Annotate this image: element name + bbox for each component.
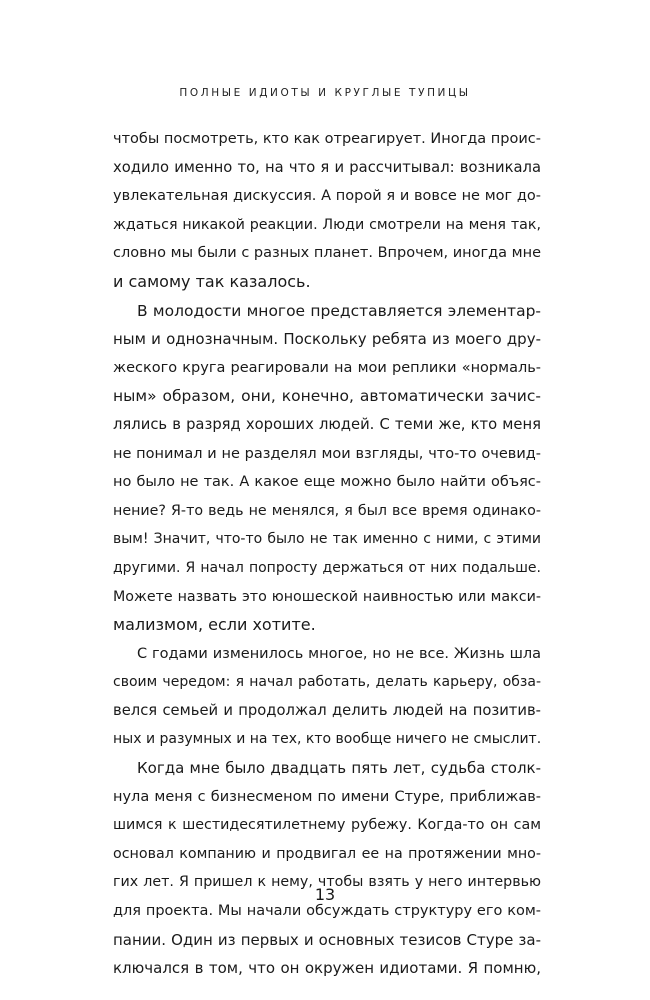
text-line: лялись в разряд хороших людей. С теми же, кто меня bbox=[113, 415, 541, 433]
text-line: не понимал и не разделял мои взгляды, что-то очевид- bbox=[113, 445, 541, 462]
text-line: нение? Я-то ведь не менялся, я был все время одинако- bbox=[113, 502, 541, 519]
paragraph bbox=[113, 297, 541, 640]
body-text bbox=[113, 125, 541, 983]
text-line: ходило именно то, на что я и рассчитывал: возникала bbox=[113, 158, 541, 176]
text-line: велся семьей и продолжал делить людей на позитив- bbox=[113, 701, 541, 719]
text-line: чтобы посмотреть, кто как отреагирует. Иногда проис- bbox=[113, 131, 541, 147]
text-line: своим чередом: я начал работать, делать карьеру, обза- bbox=[113, 674, 541, 691]
text-line: но было не так. А какое еще можно было найти объяс- bbox=[113, 474, 541, 491]
page-number: 13 bbox=[314, 885, 336, 904]
text-line: ным и однозначным. Поскольку ребята из моего дру- bbox=[113, 330, 541, 349]
paragraph bbox=[113, 754, 541, 983]
text-line: Когда мне было двадцать пять лет, судьба столк- bbox=[137, 759, 541, 778]
text-line: и самому так казалось. bbox=[113, 271, 311, 291]
text-line: ных и разумных и на тех, кто вообще ничего не смыслит. bbox=[113, 731, 542, 748]
text-line: словно мы были с разных планет. Впрочем, иногда мне bbox=[113, 245, 541, 262]
text-line: В молодости многое представляется элементар- bbox=[137, 301, 541, 320]
text-line: С годами изменилось многое, но не все. Жизнь шла bbox=[137, 645, 541, 662]
text-line: ным» образом, они, конечно, автоматически зачис- bbox=[113, 387, 541, 406]
running-head: ПОЛНЫЕ ИДИОТЫ И КРУГЛЫЕ ТУПИЦЫ bbox=[179, 87, 471, 99]
text-line: шимся к шестидесятилетнему рубежу. Когда-то он сам bbox=[113, 817, 541, 834]
text-line: вым! Значит, что-то было не так именно с ними, с этими bbox=[113, 531, 541, 548]
text-line: ключался в том, что он окружен идиотами. Я помню, bbox=[113, 959, 541, 978]
text-line: пании. Один из первых и основных тезисов Стуре за- bbox=[113, 930, 541, 949]
text-line: другими. Я начал попросту держаться от них подальше. bbox=[113, 559, 541, 576]
text-line: увлекательная дискуссия. А порой я и вовсе не мог до- bbox=[113, 188, 541, 205]
text-line: Можете назвать это юношеской наивностью или макси- bbox=[113, 588, 541, 605]
text-line: для проекта. Мы начали обсуждать структуру его ком- bbox=[113, 903, 541, 920]
paragraph bbox=[113, 125, 541, 297]
text-line: нула меня с бизнесменом по имени Стуре, приближав- bbox=[113, 788, 541, 805]
text-line: жеского круга реагировали на мои реплики «нормаль- bbox=[113, 359, 541, 376]
text-line: ждаться никакой реакции. Люди смотрели на меня так, bbox=[113, 216, 541, 233]
paragraph bbox=[113, 640, 541, 754]
text-line: мализмом, если хотите. bbox=[113, 615, 316, 635]
text-line: гих лет. Я пришел к нему, чтобы взять у него интервью bbox=[113, 874, 541, 891]
text-line: основал компанию и продвигал ее на протяжении мно- bbox=[113, 845, 541, 862]
